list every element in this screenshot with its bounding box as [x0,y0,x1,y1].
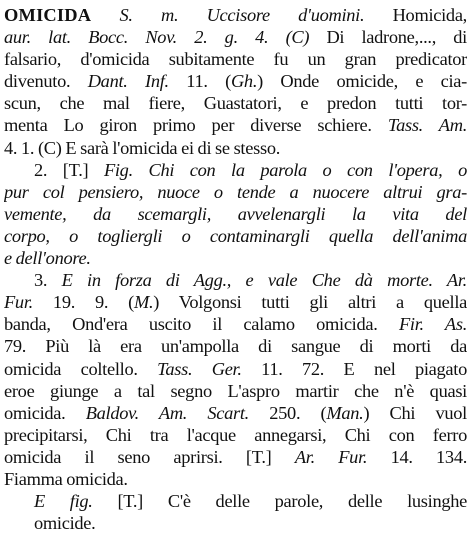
entry-line [4,181,467,203]
text-segment: eroe giunge a tal segno L'aspro martir che n'è quasi [4,380,467,401]
text-segment: omicida coltello. [4,358,158,379]
italic-segment: Baldov. Am. Scart. [85,402,249,423]
italic-segment: aur. lat. Bocc. Nov. 2. g. 4. (C) [4,27,310,48]
text-segment: [T.] C'è delle parole, delle lusinghe [92,491,467,512]
italic-segment: Tass. Am. [387,115,467,136]
italic-segment: e dell'onore. [4,248,91,269]
text-segment: Di ladrone,..., di [309,27,467,48]
italic-segment: Man. [326,402,364,423]
text-segment: 14. 134. [367,446,467,467]
entry-line [4,313,467,335]
italic-segment: E in forza di Agg., e vale Che dà morte. Ar. [61,270,467,291]
text-segment: ) Chi vuol [363,402,467,423]
entry-line [4,335,467,357]
text-segment: omicida. [4,402,86,423]
italic-segment: Ar. Fur. [294,446,368,467]
headword: OMICIDA [4,5,92,25]
entry-line [4,446,467,468]
text-segment: ) Volgonsi tutti gli altri a quella [153,292,467,313]
entry-line [4,92,467,114]
sense-3-line [4,269,467,291]
entry-line [4,380,467,402]
text-segment: 2. [T.] [34,159,104,180]
italic-segment: pur col pensiero, nuoce o tende a nuocere altrui gra- [4,181,467,202]
entry-line [4,468,467,490]
text-segment: scun, che mal fiere, Guastatori, e predon tutti tor- [4,93,467,114]
entry-line [4,247,467,269]
italic-segment: Fir. As. [398,314,467,335]
entry-line [4,424,467,446]
entry-line [4,402,467,424]
text-segment: 79. Più là era un'ampolla di sangue di morti da [4,336,467,357]
text-segment: divenuto. [4,71,88,92]
text-segment: banda, Ond'era uscito il calamo omicida. [4,314,399,335]
text-segment: 11. ( [168,71,231,92]
dictionary-entry [4,4,467,534]
text-segment: Homicida, [364,5,467,25]
text-segment: 250. ( [248,402,327,423]
text-segment: 11. 72. E nel piagato [241,358,467,379]
text-segment [91,5,119,25]
entry-line [4,4,467,26]
entry-line [4,203,467,225]
italic-segment: corpo, o togliergli o contaminargli quella dell'anima [4,225,467,246]
entry-line [4,291,467,313]
italic-segment: Fig. Chi con la parola o con l'opera, o [103,159,467,180]
text-segment: 19. 9. ( [32,292,134,313]
entry-line [4,137,467,159]
text-segment: 4. 1. (C) E sarà l'omicida ei di se stesso. [4,137,281,158]
entry-line [4,512,467,534]
italic-segment: vemente, da scemargli, avvelenargli la vita del [4,203,467,224]
italic-segment: Gh. [230,71,258,92]
text-segment: falsario, d'omicida subitamente fu un gran predicator [4,49,467,70]
entry-line [4,48,467,70]
figurative-line [4,490,467,512]
italic-segment: Fur. [4,292,33,313]
italic-segment: S. m. Uccisore d'uomini. [119,5,365,25]
entry-line [4,225,467,247]
italic-segment: Dant. Inf. [87,71,169,92]
italic-segment: M. [133,292,154,313]
text-segment: Fiamma omicida. [4,468,128,489]
text-segment: omicide. [34,513,96,534]
text-segment: omicida il seno aprirsi. [T.] [4,446,295,467]
text-segment: 3. [34,270,62,291]
text-segment: menta Lo giron primo per diverse schiere. [4,115,388,136]
italic-segment: E fig. [34,491,93,512]
entry-line [4,114,467,136]
entry-line [4,70,467,92]
sense-2-line [4,159,467,181]
text-segment: ) Onde omicide, e cia- [257,71,467,92]
entry-line [4,26,467,48]
text-segment: precipitarsi, Chi tra l'acque annegarsi, Chi con ferro [4,424,467,445]
italic-segment: Tass. Ger. [157,358,242,379]
entry-line [4,358,467,380]
